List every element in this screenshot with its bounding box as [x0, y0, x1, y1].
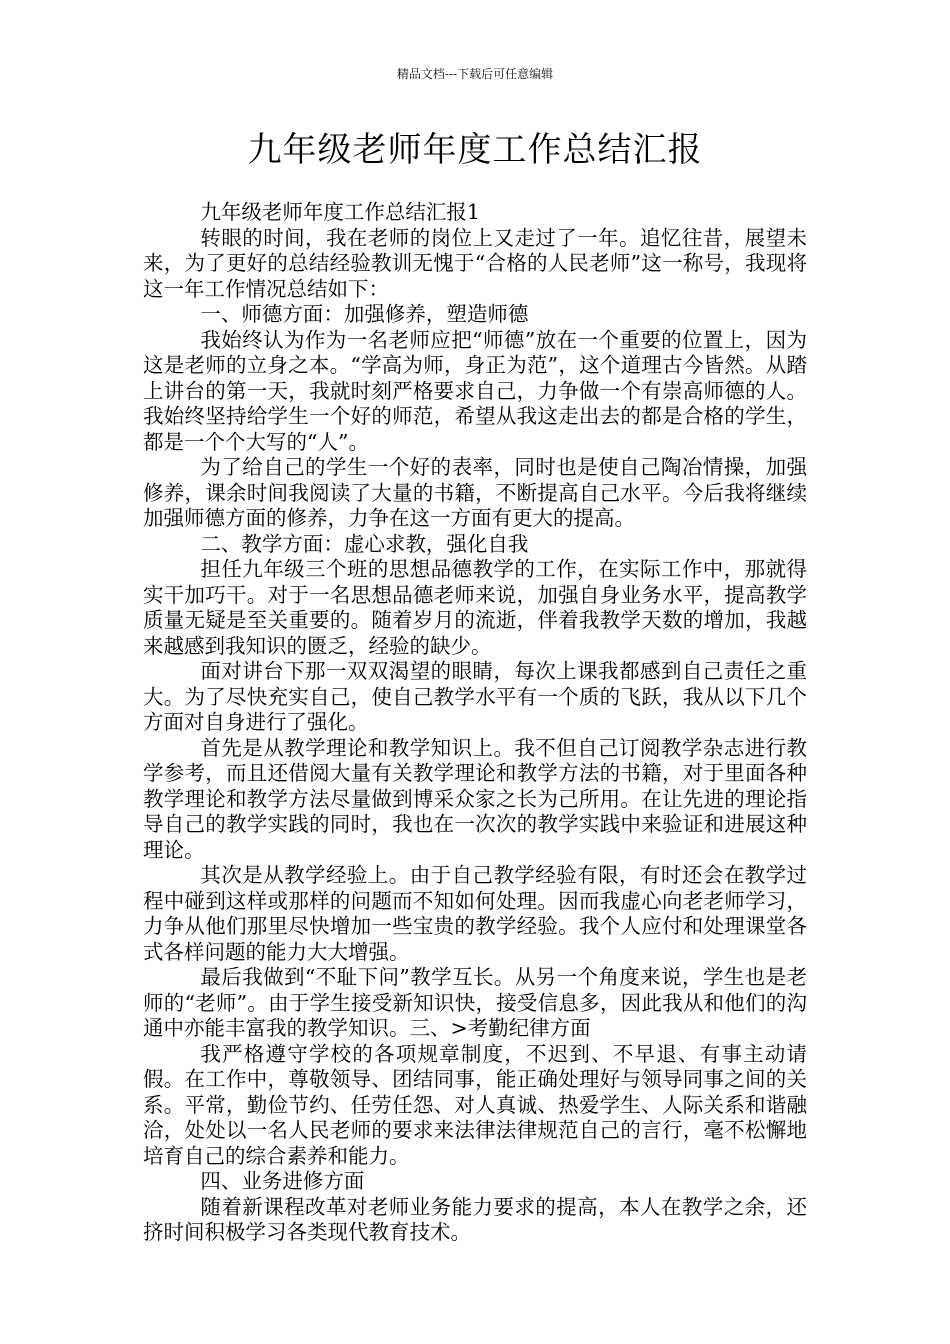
paragraph-heading-1: 九年级老师年度工作总结汇报1 [200, 200, 480, 224]
paragraph-intro: 转眼的时间，我在老师的岗位上又走过了一年。追忆往昔，展望未来，为了更好的总结经验教训无愧于“合格的人民老师”这一称号，我现将这一年工作情况总结如下： [143, 225, 807, 301]
paragraph-teaching-1: 担任九年级三个班的思想品德教学的工作，在实际工作中，那就得实干加巧干。对于一名思想品德老师来说，加强自身业务水平，提高教学质量无疑是至关重要的。随着岁月的流逝，伴着我教学天数的增加，我越来越感到我知识的匮乏，经验的缺少。 [143, 557, 807, 658]
paragraph-ethics-2: 为了给自己的学生一个好的表率，同时也是使自己陶冶情操，加强修养，课余时间我阅读了大量的书籍，不断提高自己水平。今后我将继续加强师德方面的修养，力争在这一方面有更大的提高。 [143, 455, 807, 530]
paragraph-training: 随着新课程改革对老师业务能力要求的提高，本人在教学之余，还挤时间积极学习各类现代教育技术。 [143, 1194, 807, 1244]
header-note: 精品文档---下载后可任意编辑 [396, 67, 554, 81]
paragraph-teaching-5: 最后我做到“不耻下问”教学互长。从另一个角度来说，学生也是老师的“老师”。由于学生接受新知识快，接受信息多，因此我从和他们的沟通中亦能丰富我的教学知识。三、>考勤纪律方面 [143, 965, 807, 1040]
paragraph-teaching-2: 面对讲台下那一双双渴望的眼睛，每次上课我都感到自己责任之重大。为了尽快充实自己，使自己教学水平有一个质的飞跃，我从以下几个方面对自身进行了强化。 [143, 659, 807, 734]
paragraph-teaching-3: 首先是从教学理论和教学知识上。我不但自己订阅教学杂志进行教学参考，而且还借阅大量有关教学理论和教学方法的书籍，对于里面各种教学理论和教学方法尽量做到博采众家之长为己所用。在让先进的理论指导自己的教学实践的同时，我也在一次次的教学实践中来验证和进展这种理论。 [143, 735, 807, 862]
paragraph-discipline: 我严格遵守学校的各项规章制度，不迟到、不早退、有事主动请假。在工作中，尊敬领导、团结同事，能正确处理好与领导同事之间的关系。平常，勤俭节约、任劳任怨、对人真诚、热爱学生、人际关系和谐融洽，处处以一名人民老师的要求来法律法律规范自己的言行，毫不松懈地培育自己的综合素养和能力。 [143, 1041, 807, 1168]
paragraph-ethics-1: 我始终认为作为一名老师应把“师德”放在一个重要的位置上，因为这是老师的立身之本。“学高为师，身正为范”，这个道理古今皆然。从踏上讲台的第一天，我就时刻严格要求自己，力争做一个有崇高师德的人。我始终坚持给学生一个好的师范，希望从我这走出去的都是合格的学生，都是一个个大写的“人”。 [143, 327, 807, 454]
section-heading-teaching: 二、教学方面：虚心求教，强化自我 [200, 531, 529, 556]
document-body [143, 200, 807, 1246]
section-heading-training: 四、业务进修方面 [200, 1169, 365, 1193]
paragraph-teaching-4: 其次是从教学经验上。由于自己教学经验有限，有时还会在教学过程中碰到这样或那样的问题而不知如何处理。因而我虚心向老老师学习，力争从他们那里尽快增加一些宝贵的教学经验。我个人应付和处理课堂各式各样问题的能力大大增强。 [143, 863, 807, 964]
section-heading-ethics: 一、师德方面：加强修养，塑造师德 [200, 302, 529, 326]
document-title: 九年级老师年度工作总结汇报 [247, 130, 703, 170]
